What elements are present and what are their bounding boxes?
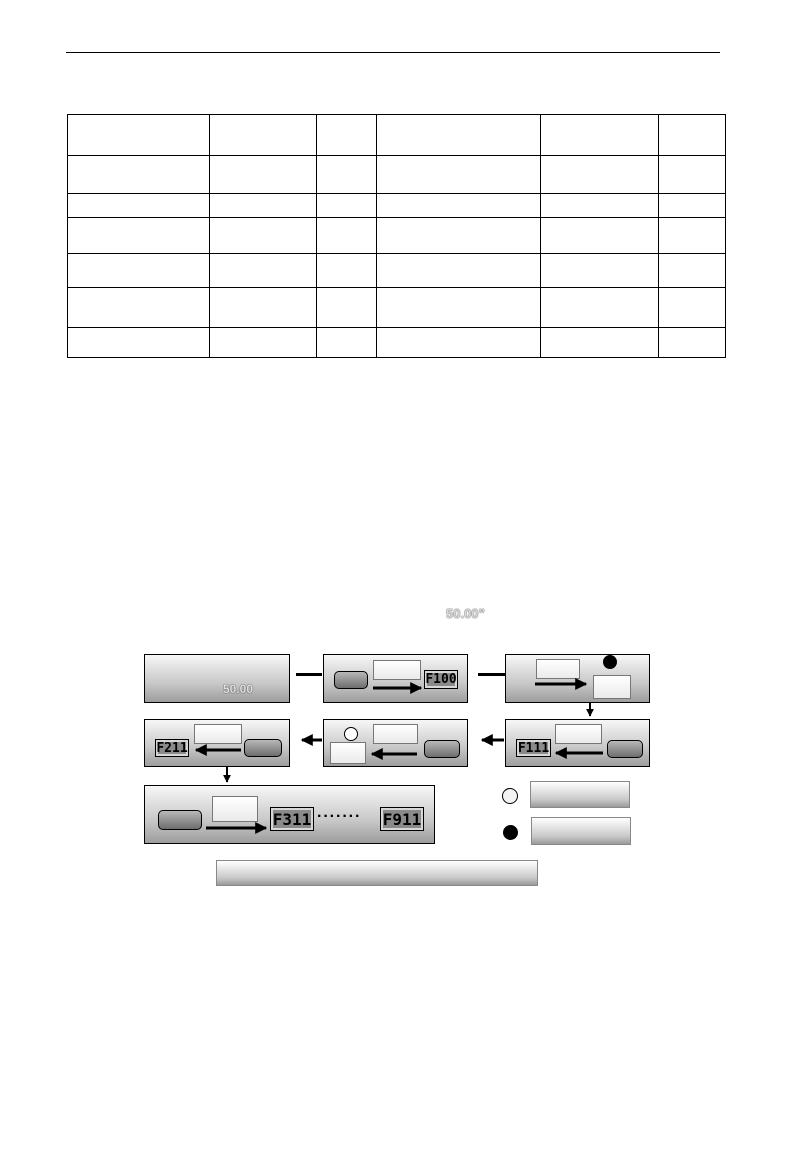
display-value: 50.00 [223, 682, 254, 696]
lcd-display: F211 [156, 740, 188, 756]
lcd-display: F311 [270, 807, 314, 831]
sequence-ellipsis: ······· [317, 808, 362, 825]
lcd-display: F911 [380, 807, 424, 831]
lcd-display: F100 [425, 672, 457, 687]
diagram-caption: 50.00” [446, 606, 486, 621]
lcd-display: F111 [517, 740, 550, 756]
